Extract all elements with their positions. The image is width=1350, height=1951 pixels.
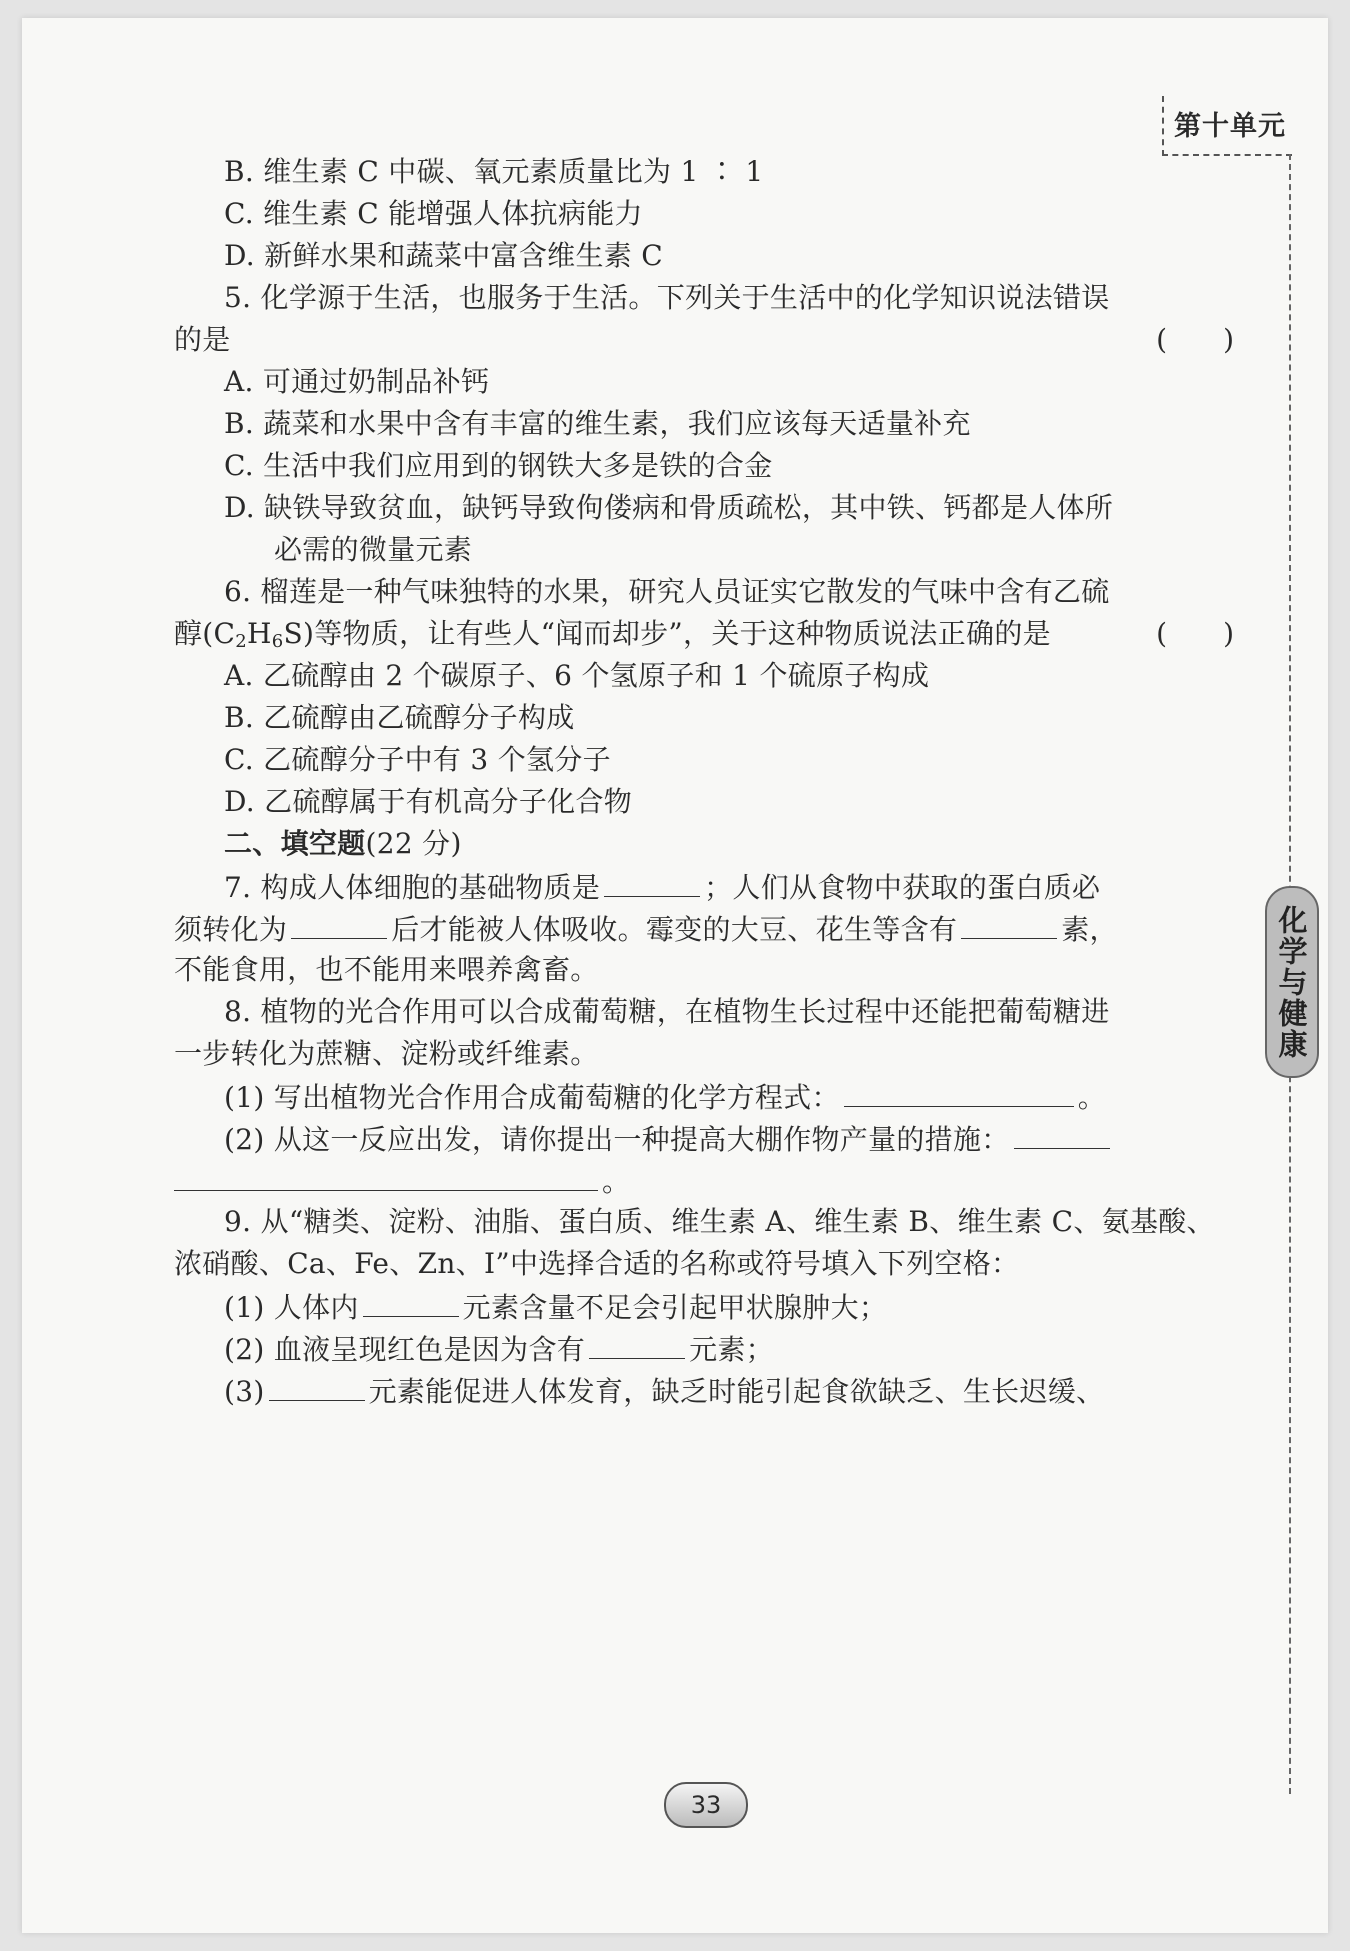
q4-option-d: D. 新鲜水果和蔬菜中富含维生素 C: [224, 239, 663, 272]
q8-blank-equation[interactable]: [844, 1076, 1074, 1107]
page-number: 33: [690, 1791, 722, 1819]
q9-blank-1[interactable]: [363, 1286, 459, 1317]
q5-stem-line2: 的是: [174, 323, 231, 356]
q9-part2-text-a: (2) 血液呈现红色是因为含有: [224, 1333, 586, 1366]
q7-text-1b: ；人们从食物中获取的蛋白质必: [704, 871, 1101, 904]
side-tab-label: 化学与健康: [1274, 904, 1309, 1060]
q9-line1: 9. 从“糖类、淀粉、油脂、蛋白质、维生素 A、维生素 B、维生素 C、氨基酸、: [224, 1205, 1215, 1238]
page: [22, 18, 1328, 1933]
q4-option-c: C. 维生素 C 能增强人体抗病能力: [224, 197, 643, 230]
q9-part2-text-b: 元素；: [689, 1333, 774, 1366]
q7-blank-3[interactable]: [961, 908, 1057, 939]
q6-option-a: A. 乙硫醇由 2 个碳原子、6 个氢原子和 1 个硫原子构成: [224, 659, 930, 692]
q6-option-b: B. 乙硫醇由乙硫醇分子构成: [224, 701, 575, 734]
q6-option-c: C. 乙硫醇分子中有 3 个氢分子: [224, 743, 611, 776]
q6-stem-mid: H: [247, 617, 272, 650]
q9-part3-text-b: 元素能促进人体发育，缺乏时能引起食欲缺乏、生长迟缓、: [368, 1375, 1105, 1408]
q6-stem-pre: 醇(C: [174, 617, 236, 650]
q8-part2-end: 。: [602, 1165, 631, 1198]
q8-blank-measure-b[interactable]: [174, 1160, 598, 1191]
q4-option-b: B. 维生素 C 中碳、氧元素质量比为 1 ∶ 1: [224, 155, 764, 188]
q9-blank-2[interactable]: [589, 1328, 685, 1359]
q7-line3: 不能食用，也不能用来喂养禽畜。: [174, 953, 599, 986]
q6-answer-paren: ( ): [1156, 617, 1234, 650]
q7-text-2b: 后才能被人体吸收。霉变的大豆、花生等含有: [391, 913, 958, 946]
q7-blank-2[interactable]: [291, 908, 387, 939]
q8-part2-cont: [174, 1160, 630, 1202]
q7-line1: [224, 866, 1100, 908]
q8-blank-measure-a[interactable]: [1014, 1118, 1110, 1149]
q7-blank-1[interactable]: [604, 866, 700, 897]
unit-title: 第十单元: [1174, 111, 1286, 142]
page-number-badge: [664, 1782, 748, 1828]
section2-points: (22 分): [365, 827, 462, 860]
q6-sub-2: 2: [235, 631, 248, 652]
q9-line2: 浓硝酸、Ca、Fe、Zn、I”中选择合适的名称或符号填入下列空格：: [174, 1247, 1020, 1280]
q8-part1-end: 。: [1077, 1081, 1107, 1114]
q5-stem-line1: 5. 化学源于生活，也服务于生活。下列关于生活中的化学知识说法错误: [224, 281, 1110, 314]
q8-line2: 一步转化为蔗糖、淀粉或纤维素。: [174, 1037, 599, 1070]
q5-option-d-line2: 必需的微量元素: [274, 533, 473, 566]
q5-option-d-line1: D. 缺铁导致贫血，缺钙导致佝偻病和骨质疏松，其中铁、钙都是人体所: [224, 491, 1114, 524]
section2-heading: [224, 824, 462, 864]
q7-text-2c: 素，: [1061, 913, 1118, 946]
q6-stem-line1: 6. 榴莲是一种气味独特的水果，研究人员证实它散发的气味中含有乙硫: [224, 575, 1110, 608]
q7-text-1a: 7. 构成人体细胞的基础物质是: [224, 871, 601, 904]
q8-part2: [224, 1118, 1114, 1160]
q9-part1: [224, 1286, 887, 1328]
q5-answer-paren: ( ): [1156, 323, 1234, 356]
q9-blank-3[interactable]: [269, 1370, 365, 1401]
q5-option-b: B. 蔬菜和水果中含有丰富的维生素，我们应该每天适量补充: [224, 407, 971, 440]
q6-stem-line2: [174, 614, 1051, 654]
q6-option-d: D. 乙硫醇属于有机高分子化合物: [224, 785, 633, 818]
q8-part2-text: (2) 从这一反应出发，请你提出一种提高大棚作物产量的措施：: [224, 1123, 1010, 1156]
q6-sub-6: 6: [271, 631, 284, 652]
q9-part3: [224, 1370, 1104, 1412]
q7-text-2a: 须转化为: [174, 913, 288, 946]
q9-part2: [224, 1328, 774, 1370]
q6-stem-post: S)等物质，让有些人“闻而却步”，关于这种物质说法正确的是: [283, 617, 1051, 650]
q8-part1-text: (1) 写出植物光合作用合成葡萄糖的化学方程式：: [224, 1081, 840, 1114]
q8-line1: 8. 植物的光合作用可以合成葡萄糖，在植物生长过程中还能把葡萄糖进: [224, 995, 1110, 1028]
q9-part3-text-a: (3): [224, 1375, 265, 1408]
q5-option-a: A. 可通过奶制品补钙: [224, 365, 490, 398]
section2-title: 二、填空题: [224, 827, 366, 860]
q7-line2: [174, 908, 1118, 950]
q9-part1-text-b: 元素含量不足会引起甲状腺肿大；: [462, 1291, 888, 1324]
q9-part1-text-a: (1) 人体内: [224, 1291, 359, 1324]
side-chapter-tab: [1265, 886, 1319, 1078]
q5-option-c: C. 生活中我们应用到的钢铁大多是铁的合金: [224, 449, 773, 482]
q8-part1: [224, 1076, 1106, 1118]
